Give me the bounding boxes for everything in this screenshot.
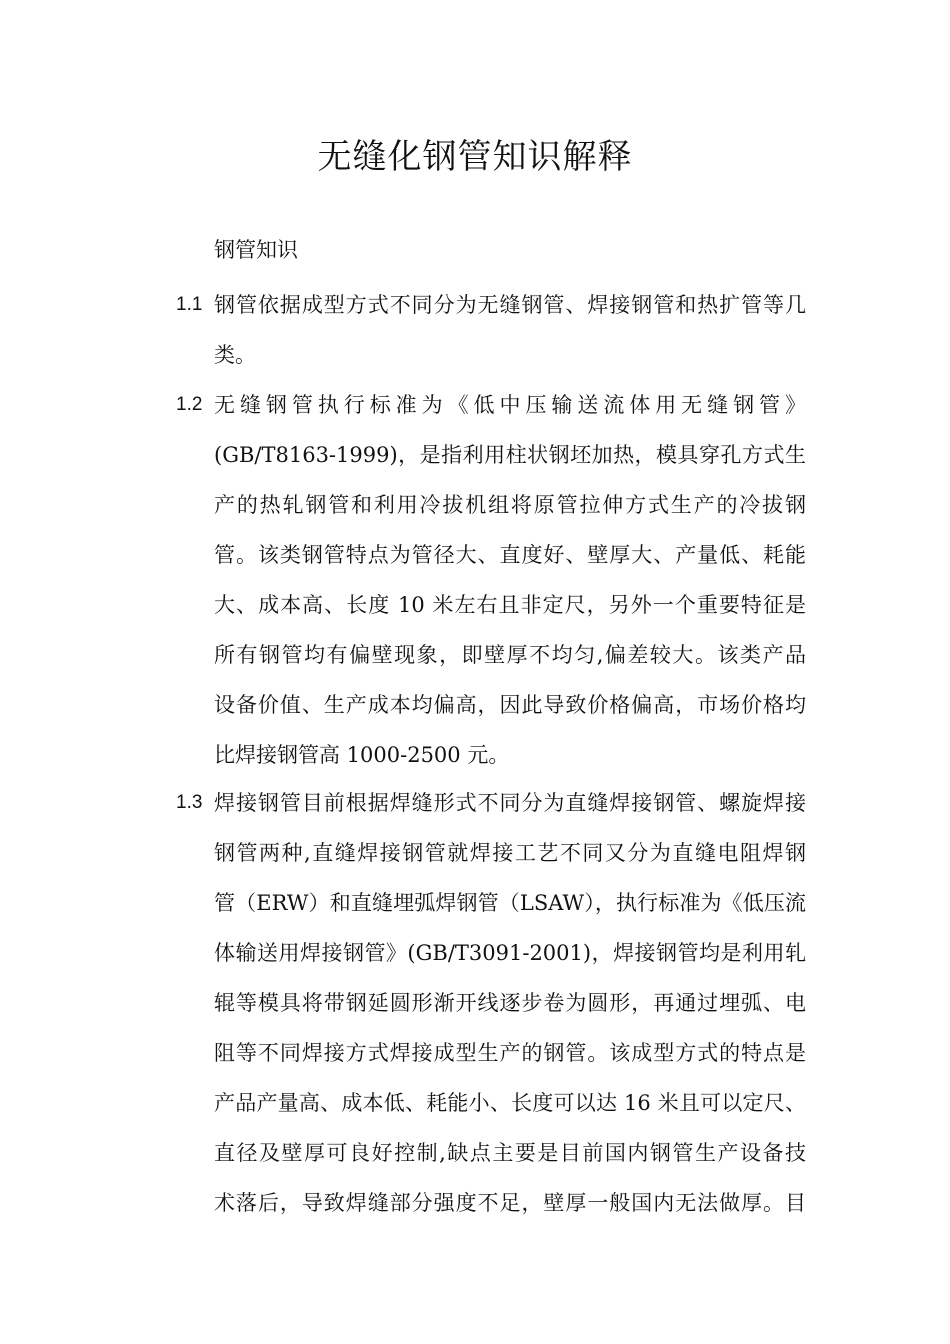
item-text [214,778,806,1228]
text-line: (GB/T8163-1999)，是指利用柱状钢坯加热，模具穿孔方式生 [214,443,806,467]
text-line: 产的热轧钢管和利用冷拔机组将原管拉伸方式生产的冷拔钢 [214,493,806,517]
text-line: 管（ERW）和直缝埋弧焊钢管（LSAW），执行标准为《低压流 [214,891,806,915]
text-line: 设备价值、生产成本均偏高，因此导致价格偏高，市场价格均 [214,693,806,717]
text-line: 产品产量高、成本低、耗能小、长度可以达 16 米且可以定尺、 [214,1091,806,1115]
text-line: 类。 [214,343,256,367]
text-line: 直径及壁厚可良好控制,缺点主要是目前国内钢管生产设备技 [214,1141,806,1165]
list-item [176,280,806,380]
text-line: 体输送用焊接钢管》(GB/T3091-2001)，焊接钢管均是利用轧 [214,941,806,965]
text-line: 辊等模具将带钢延圆形渐开线逐步卷为圆形，再通过埋弧、电 [214,991,806,1015]
text-line: 钢管两种,直缝焊接钢管就焊接工艺不同又分为直缝电阻焊钢 [214,841,806,865]
text-line: 无缝钢管执行标准为《低中压输送流体用无缝钢管》 [214,393,806,417]
text-line: 焊接钢管目前根据焊缝形式不同分为直缝焊接钢管、螺旋焊接 [214,791,806,815]
text-line: 管。该类钢管特点为管径大、直度好、壁厚大、产量低、耗能 [214,543,806,567]
text-line: 术落后，导致焊缝部分强度不足，壁厚一般国内无法做厚。目 [214,1191,806,1215]
item-text [214,280,806,380]
list-item [176,380,806,780]
item-text [214,380,806,780]
text-line: 钢管依据成型方式不同分为无缝钢管、焊接钢管和热扩管等几 [214,293,806,317]
text-line: 所有钢管均有偏壁现象，即壁厚不均匀,偏差较大。该类产品 [214,643,806,667]
text-line: 比焊接钢管高 1000-2500 元。 [214,743,510,767]
item-number: 1.1 [176,294,203,315]
text-line: 阻等不同焊接方式焊接成型生产的钢管。该成型方式的特点是 [214,1041,806,1065]
item-number: 1.3 [176,792,203,813]
section-label: 钢管知识 [214,238,298,262]
list-item [176,778,806,1228]
text-line: 大、成本高、长度 10 米左右且非定尺，另外一个重要特征是 [214,593,806,617]
document-title: 无缝化钢管知识解释 [317,137,633,177]
item-number: 1.2 [176,394,203,415]
